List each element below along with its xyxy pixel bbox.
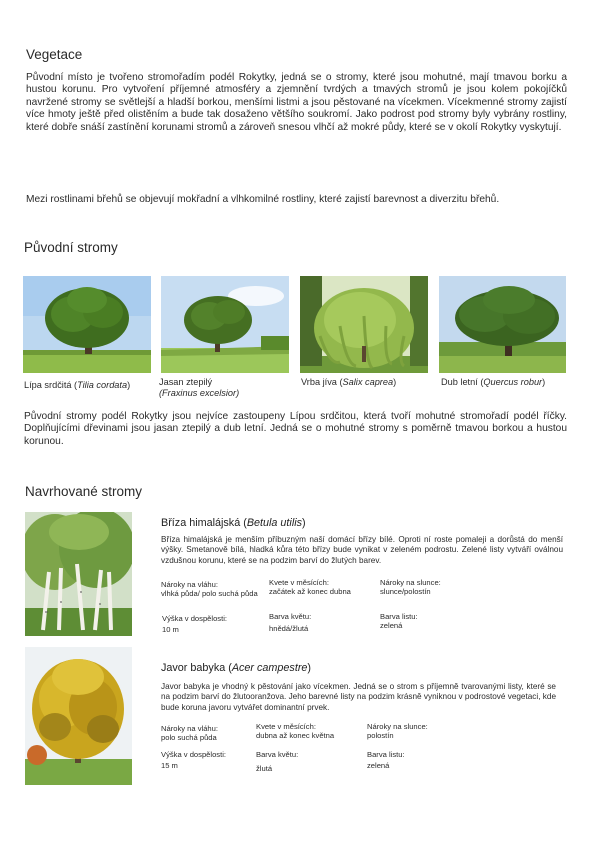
briza-leaf-color: Barva listu: zelená (380, 612, 418, 631)
briza-height: Výška v dospělosti: 10 m (162, 614, 227, 635)
puvodni-stromy-paragraph: Původní stromy podél Rokytky jsou nejvíce zastoupeny Lípou srdčitou, která tvoří mohutné stromořadí podél říčky. Doplňujícími dřevinami jsou jasan ztepilý a dub letní. Jedná se o mohutné stromy s poměrně tmavou borkou a hustou korunou. (24, 411, 567, 447)
briza-flower-color: Barva květu: hnědá/žlutá (269, 612, 312, 634)
photo-briza-himalajska (25, 512, 132, 636)
javor-height: Výška v dospělosti: 15 m (161, 750, 226, 771)
photo-jasan-ztepily (161, 276, 289, 373)
javor-flower-color: Barva květu: žlutá (256, 750, 299, 774)
photo-lipa-srdcita (23, 276, 151, 373)
puvodni-stromy-heading: Původní stromy (24, 240, 118, 255)
briza-description: Bříza himalájská je menším příbuzným naší domácí břízy bílé. Oproti ní roste pomaleji a dorůstá do menší výšky. Smetanově bílá, hladká kůra této břízy bude vynikat v zeleném podrostu. Zelené listy vytváří oválnou vzdušnou korunu, které se na podzim barví do žlutých barev. (161, 535, 563, 565)
photo-javor-babyka (25, 647, 132, 785)
vegetace-paragraph-1: Původní místo je tvořeno stromořadím podél Rokytky, jedná se o stromy, které jsou mohutné, mají tmavou borku a hustou korunu. Pro vytvoření příjemné atmosféry a zjemnění tvrdých a tmavých stromů je jsou kolem pokojíčků navržené stromy se světlejší a hladší borkou, menšími listmi a jsou pěstované na vícekmen. Vícekmenné stromy zajistí více hmoty ještě před olistěním a bude tak dosaženo většího soukromí. Jako podrost pod stromy byly vybrány rostliny, které dobře snáší zastínění korunami stromů a zároveň snesou vlhčí až mokré půdy, které se v okolí Rokytky vyskytují. (26, 72, 567, 133)
vegetace-paragraph-2: Mezi rostlinami břehů se objevují mokřadní a vlhkomilné rostliny, které zajistí barevnost a diverzitu břehů. (26, 194, 500, 205)
briza-soil: Nároky na vláhu: vlhká půda/ polo suchá půda (161, 580, 258, 599)
javor-description: Javor babyka je vhodný k pěstování jako vícekmen. Jedná se o strom s příjemně tvarovanými listy, které se na podzim barví do žlutooranžova. Jeho barevné listy na podzim krásně vyniknou v podrostové vegetaci, kde bude koruna javoru vytvářet dominantní prvek. (161, 682, 556, 712)
vegetace-heading: Vegetace (26, 47, 83, 62)
briza-title: Bříza himalájská (Betula utilis) (161, 517, 306, 529)
caption-jasan-ztepily: Jasan ztepilý (Fraxinus excelsior) (159, 377, 240, 398)
navrhovane-stromy-heading: Navrhované stromy (25, 484, 143, 499)
caption-vrba-jiva: Vrba jíva (Salix caprea) (301, 377, 397, 387)
javor-title: Javor babyka (Acer campestre) (161, 662, 312, 674)
photo-dub-letni (439, 276, 566, 373)
photo-vrba-jiva (300, 276, 428, 373)
briza-sun: Nároky na slunce: slunce/polostín (380, 578, 441, 597)
javor-leaf-color: Barva listu: zelená (367, 750, 405, 771)
javor-bloom: Kvete v měsících: dubna až konec května (256, 722, 335, 741)
briza-bloom: Kvete v měsících: začátek až konec dubna (269, 578, 351, 597)
caption-dub-letni: Dub letní (Quercus robur) (441, 377, 546, 387)
javor-sun: Nároky na slunce: polostín (367, 722, 428, 741)
caption-lipa-srdcita: Lípa srdčitá (Tilia cordata) (24, 380, 131, 390)
javor-soil: Nároky na vláhu: polo suchá půda (161, 724, 218, 743)
